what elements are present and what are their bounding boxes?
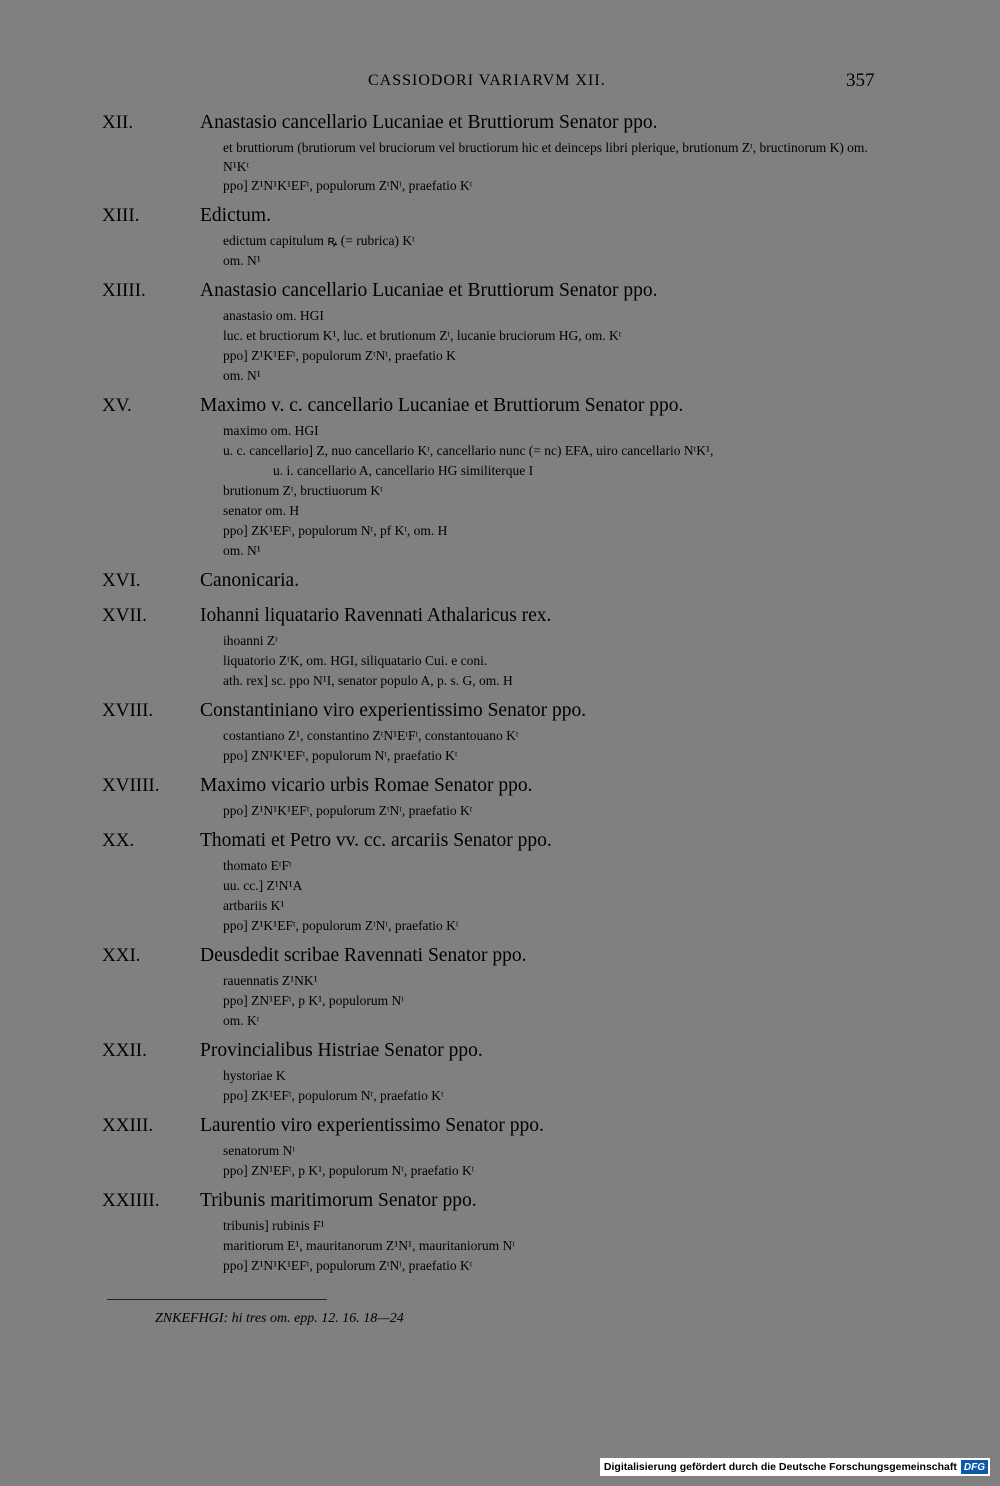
apparatus-note: senator om. H	[223, 503, 300, 518]
apparatus-note: ppo] Z¹N¹K¹EFᵗ, populorum ZᵗNᵗ, praefatio Kᵗ	[223, 803, 473, 818]
letter-entry	[0, 830, 1000, 936]
letter-entry	[0, 605, 1000, 691]
apparatus-notes	[223, 1141, 883, 1181]
apparatus-notes	[223, 1216, 883, 1276]
entry-title: Iohanni liquatario Ravennati Athalaricus rex.	[200, 605, 552, 626]
apparatus-note: ppo] ZN¹K¹EFᵗ, populorum Nᵗ, praefatio Kᵗ	[223, 748, 458, 763]
apparatus-note: tribunis] rubinis F¹	[223, 1218, 325, 1233]
dfg-logo: DFG	[961, 1460, 988, 1474]
entry-heading	[0, 570, 1000, 596]
apparatus-note: liquatorio ZᵗK, om. HGI, siliquatario Cui. e coni.	[223, 653, 488, 668]
apparatus-notes	[223, 138, 883, 196]
apparatus-notes	[223, 1066, 883, 1106]
apparatus-note: ppo] Z¹N¹K¹EFᵗ, populorum ZᵗNᵗ, praefatio Kᵗ	[223, 1258, 473, 1273]
entry-number: XIII.	[102, 205, 140, 226]
apparatus-note: ppo] ZK¹EFᵗ, populorum Nᵗ, pf Kᵗ, om. H	[223, 523, 448, 538]
apparatus-notes	[223, 306, 883, 386]
entry-title: Provincialibus Histriae Senator ppo.	[200, 1040, 483, 1061]
entry-title: Canonicaria.	[200, 570, 300, 591]
entry-title: Anastasio cancellario Lucaniae et Bruttiorum Senator ppo.	[200, 280, 658, 301]
letter-entry	[0, 1040, 1000, 1106]
running-title: CASSIODORI VARIARVM XII.	[368, 72, 606, 89]
entry-heading	[0, 112, 1000, 138]
apparatus-notes	[223, 231, 883, 271]
entry-heading	[0, 1190, 1000, 1216]
apparatus-note: costantiano Z¹, constantino ZᵗN¹EᵗFᵗ, constantouano Kᵗ	[223, 728, 519, 743]
letter-entry	[0, 1115, 1000, 1181]
letter-entry	[0, 280, 1000, 386]
apparatus-note: ppo] ZK¹EFᵗ, populorum Nᵗ, praefatio Kᵗ	[223, 1088, 444, 1103]
entry-number: XVIIII.	[102, 775, 160, 796]
entry-heading	[0, 605, 1000, 631]
apparatus-note: u. i. cancellario A, cancellario HG similiterque I	[273, 463, 534, 478]
apparatus-note: ppo] Z¹K¹EFᵗ, populorum ZᵗNᵗ, praefatio Kᵗ	[223, 918, 459, 933]
entry-number: XVI.	[102, 570, 141, 591]
apparatus-note: u. c. cancellario] Z, nuo cancellario Kᵗ, cancellario nunc (= nc) EFA, uiro cancellario NᵗK¹,	[223, 443, 714, 458]
entry-title: Maximo vicario urbis Romae Senator ppo.	[200, 775, 533, 796]
apparatus-note: maximo om. HGI	[223, 423, 319, 438]
apparatus-note: anastasio om. HGI	[223, 308, 324, 323]
entry-title: Constantiniano viro experientissimo Senator ppo.	[200, 700, 587, 721]
apparatus-note: et bruttiorum (brutiorum vel bruciorum vel bructiorum hic et deinceps libri plerique, brutionum Zᵗ, bructinorum K) om. N¹Kᵗ	[223, 140, 868, 174]
apparatus-note: ppo] Z¹K¹EFᵗ, populorum ZᵗNᵗ, praefatio K	[223, 348, 456, 363]
apparatus-note: thomato EᵗFᵗ	[223, 858, 292, 873]
apparatus-note: om. Kᵗ	[223, 1013, 260, 1028]
letter-entry	[0, 945, 1000, 1031]
apparatus-note: edictum capitulum ꝶ (= rubrica) Kᵗ	[223, 233, 415, 248]
entry-number: XV.	[102, 395, 132, 416]
credit-text: Digitalisierung gefördert durch die Deutsche Forschungsgemeinschaft	[603, 1461, 957, 1473]
entry-title: Thomati et Petro vv. cc. arcariis Senator ppo.	[200, 830, 552, 851]
entry-heading	[0, 1040, 1000, 1066]
apparatus-notes	[223, 726, 883, 766]
running-head	[0, 72, 1000, 96]
entry-number: XIIII.	[102, 280, 146, 301]
entry-number: XXII.	[102, 1040, 147, 1061]
entry-title: Deusdedit scribae Ravennati Senator ppo.	[200, 945, 527, 966]
apparatus-notes	[223, 971, 883, 1031]
apparatus-notes	[223, 421, 883, 561]
apparatus-note: maritiorum E¹, mauritanorum Z¹N¹, mauritaniorum Nᵗ	[223, 1238, 515, 1253]
apparatus-note: ihoanni Zᵗ	[223, 633, 278, 648]
apparatus-note: senatorum Nᵗ	[223, 1143, 295, 1158]
entry-number: XX.	[102, 830, 135, 851]
apparatus-note: ppo] Z¹N¹K¹EFᵗ, populorum ZᵗNᵗ, praefatio Kᵗ	[223, 178, 473, 193]
page-number: 357	[846, 70, 875, 91]
entry-number: XXI.	[102, 945, 141, 966]
letter-entry	[0, 1190, 1000, 1276]
apparatus-note: uu. cc.] Z¹N¹A	[223, 878, 303, 893]
entry-heading	[0, 700, 1000, 726]
apparatus-note: luc. et bructiorum K¹, luc. et brutionum Zᵗ, lucanie bruciorum HG, om. Kᵗ	[223, 328, 622, 343]
entry-number: XXIIII.	[102, 1190, 160, 1211]
apparatus-notes	[223, 856, 883, 936]
apparatus-note: om. N¹	[223, 543, 261, 558]
entry-number: XVII.	[102, 605, 147, 626]
letter-entry	[0, 205, 1000, 271]
letter-entry	[0, 395, 1000, 561]
apparatus-notes	[223, 631, 883, 691]
apparatus-note: hystoriae K	[223, 1068, 286, 1083]
apparatus-note: ppo] ZN¹EFᵗ, p K¹, populorum Nᵗ, praefatio Kᵗ	[223, 1163, 475, 1178]
apparatus-note: brutionum Zᵗ, bructiuorum Kᵗ	[223, 483, 383, 498]
footnote-separator	[107, 1299, 327, 1300]
entry-title: Anastasio cancellario Lucaniae et Bruttiorum Senator ppo.	[200, 112, 658, 133]
entry-heading	[0, 205, 1000, 231]
footnote: ZNKEFHGI: hi tres om. epp. 12. 16. 18—24	[155, 1311, 404, 1326]
letter-entry	[0, 570, 1000, 596]
entry-title: Tribunis maritimorum Senator ppo.	[200, 1190, 477, 1211]
apparatus-note: om. N¹	[223, 253, 261, 268]
entry-heading	[0, 830, 1000, 856]
entry-title: Maximo v. c. cancellario Lucaniae et Bruttiorum Senator ppo.	[200, 395, 684, 416]
entry-title: Laurentio viro experientissimo Senator ppo.	[200, 1115, 544, 1136]
apparatus-note: rauennatis Z¹NK¹	[223, 973, 318, 988]
entry-heading	[0, 395, 1000, 421]
letter-entry	[0, 112, 1000, 196]
entry-heading	[0, 280, 1000, 306]
entry-heading	[0, 945, 1000, 971]
digitization-credit	[600, 1458, 990, 1476]
entry-heading	[0, 775, 1000, 801]
entry-heading	[0, 1115, 1000, 1141]
entry-number: XXIII.	[102, 1115, 154, 1136]
entry-number: XVIII.	[102, 700, 154, 721]
entry-number: XII.	[102, 112, 134, 133]
apparatus-note: ath. rex] sc. ppo N¹I, senator populo A, p. s. G, om. H	[223, 673, 513, 688]
letter-index-list	[0, 112, 1000, 1285]
apparatus-note: om. N¹	[223, 368, 261, 383]
apparatus-note: ppo] ZN¹EFᵗ, p K¹, populorum Nᵗ	[223, 993, 404, 1008]
apparatus-note: artbariis K¹	[223, 898, 285, 913]
letter-entry	[0, 775, 1000, 821]
apparatus-notes	[223, 801, 883, 821]
letter-entry	[0, 700, 1000, 766]
entry-title: Edictum.	[200, 205, 271, 226]
